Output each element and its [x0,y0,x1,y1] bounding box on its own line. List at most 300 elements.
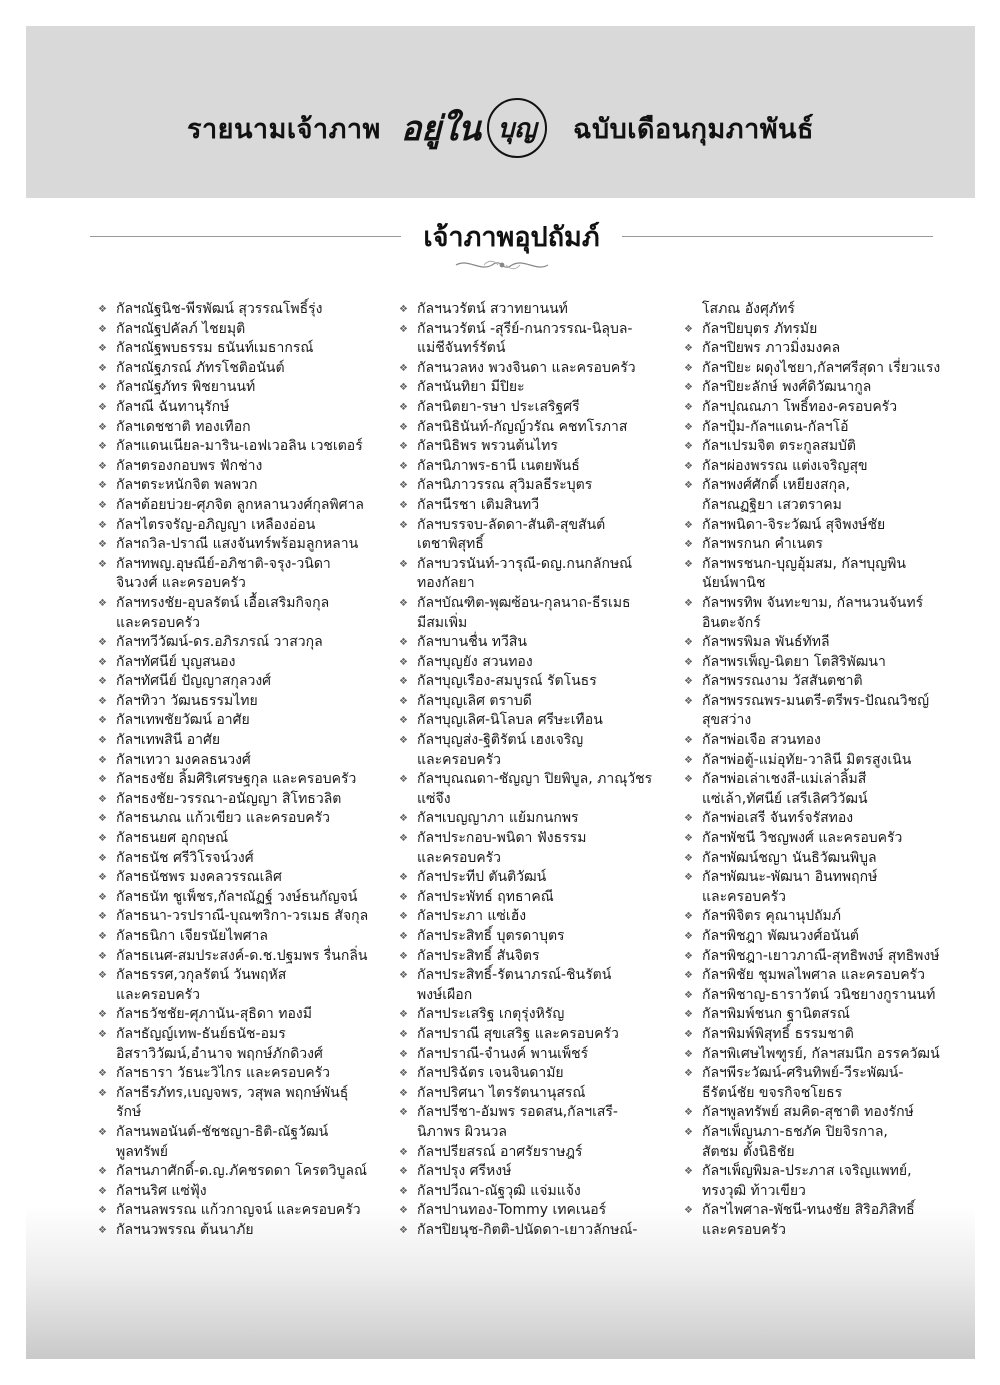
diamond-bullet-icon: ❖ [98,872,107,884]
diamond-bullet-icon: ❖ [98,1166,107,1178]
donor-name: แซ่จึง [417,790,451,807]
diamond-bullet-icon: ❖ [399,1205,408,1217]
donor-entry-continuation [680,300,975,320]
donor-entry [395,947,695,967]
diamond-bullet-icon: ❖ [98,911,107,923]
diamond-bullet-icon: ❖ [684,754,693,766]
donor-name: นัยน์พานิช [702,575,766,592]
donor-name: กัลฯธรรศ,วกุลรัตน์ วันพฤหัส [116,967,287,984]
donor-name: กัลฯณฏฐิยา เสวตราคม [702,496,842,513]
donor-entry [94,907,394,927]
diamond-bullet-icon: ❖ [98,1185,107,1197]
donor-entry [680,868,975,888]
donor-entry-continuation [680,1182,975,1202]
donor-name: กัลฯธนา-วรปราณี-บุณฑริกา-วรเมธ สัจกุล [116,908,369,925]
diamond-bullet-icon: ❖ [684,460,693,472]
diamond-bullet-icon: ❖ [684,519,693,531]
donor-entry [94,1201,394,1221]
diamond-bullet-icon: ❖ [98,519,107,531]
donor-entry [94,359,394,379]
donor-name: กัลฯพ่อเล่าเชงสี-แม่เล่าลิ้มสี [702,771,867,788]
donor-entry [680,1045,975,1065]
diamond-bullet-icon: ❖ [399,637,408,649]
donor-entry [395,731,695,751]
donor-name: กัลฯณัฐนิช-พีรพัฒน์ สุวรรณโพธิ์รุ่ง [116,301,323,317]
donor-entry [94,711,394,731]
diamond-bullet-icon: ❖ [399,656,408,668]
header-left-text: รายนามเจ้าภาพ [186,113,381,145]
donor-entry [395,1045,695,1065]
diamond-bullet-icon: ❖ [399,519,408,531]
donor-entry [680,692,975,712]
page-frame [26,26,975,1359]
diamond-bullet-icon: ❖ [684,676,693,688]
diamond-bullet-icon: ❖ [399,891,408,903]
diamond-bullet-icon: ❖ [684,911,693,923]
donor-entry-continuation [94,574,394,594]
donor-name: กัลฯนีรชา เติมสินทวี [417,496,540,513]
donor-entry [680,457,975,477]
donor-name: กัลฯพิเศษไพฑูรย์, กัลฯสมนึก อรรควัฒน์ [702,1045,940,1062]
donor-entry [94,1064,394,1084]
donor-name: กัลฯปริฉัตร เจนจินดามัย [417,1065,564,1082]
donor-name: กัลฯธนภณ แก้วเขียว และครอบครัว [116,810,330,827]
donor-entry-continuation [395,790,695,810]
donor-entry [94,398,394,418]
diamond-bullet-icon: ❖ [684,872,693,884]
diamond-bullet-icon: ❖ [399,382,408,394]
donor-name: กัลฯตระหนักจิต พลพวก [116,477,258,494]
diamond-bullet-icon: ❖ [399,421,408,433]
donor-entry [94,731,394,751]
donor-name: กัลฯบุญส่ง-ฐิติรัตน์ เฮงเจริญ [417,732,584,749]
donor-entry [395,829,695,849]
donor-name: กัลฯปวีณา-ณัฐวุฒิ แจ่มแจ้ง [417,1182,581,1199]
donor-entry-continuation [94,1103,394,1123]
donor-name: แซ่เล้า,ทัศนีย์ เสรีเลิศวิวัฒน์ [702,790,868,807]
donor-name: กัลฯนวรัตน์ สวาทยานนท์ [417,301,568,317]
donor-name: กัลฯประพัทธ์ ฤทธาคณี [417,888,554,905]
diamond-bullet-icon: ❖ [98,1224,107,1236]
donor-name: กัลฯนภาศักดิ์-ด.ญ.ภัคชรดดา โครตวิบูลณ์ [116,1163,367,1180]
donor-name: กัลฯบุญยัง สวนทอง [417,653,533,670]
donor-name: กัลฯทัศนีย์ ปัญญาสกุลวงศ์ [116,673,272,690]
diamond-bullet-icon: ❖ [98,343,107,355]
diamond-bullet-icon: ❖ [98,833,107,845]
diamond-bullet-icon: ❖ [98,539,107,551]
donor-entry-continuation [680,1084,975,1104]
section-title: เจ้าภาพอุปถัมภ์ [423,221,600,253]
diamond-bullet-icon: ❖ [399,499,408,511]
donor-entry-continuation [680,1221,975,1241]
donor-name: กัลฯเพ็ญพิมล-ประภาส เจริญแพทย์, [702,1163,912,1180]
diamond-bullet-icon: ❖ [98,304,107,315]
donor-name: กัลฯทพญ.อุษณีย์-อภิชาติ-จรุง-วนิดา [116,555,331,572]
donor-name: กัลฯณี ฉันทานุรักษ์ [116,398,230,415]
diamond-bullet-icon: ❖ [98,421,107,433]
donor-name: กัลฯณัฐภรณ์ ภัทรโชติอนันต์ [116,359,285,376]
diamond-bullet-icon: ❖ [399,1028,408,1040]
diamond-bullet-icon: ❖ [98,931,107,942]
donor-entry [680,359,975,379]
donor-entry [94,868,394,888]
donor-entry [94,418,394,438]
donor-name: กัลฯบุญเรือง-สมบูรณ์ รัตโนธร [417,673,597,690]
donor-name: กัลฯพรชนก-บุญอุ้มสม, กัลฯบุญพิน [702,555,906,572]
diamond-bullet-icon: ❖ [684,931,693,942]
donor-name: สุขสว่าง [702,712,752,729]
donor-entry [395,770,695,790]
header-banner [26,26,975,198]
donor-entry [94,1221,394,1241]
donor-name: กัลฯปิยบุตร ภัทรมัย [702,320,818,337]
donor-name: กัลฯทัศนีย์ บุญสนอง [116,653,236,670]
diamond-bullet-icon: ❖ [98,715,107,727]
donor-entry [680,594,975,614]
diamond-bullet-icon: ❖ [98,401,107,413]
diamond-bullet-icon: ❖ [399,735,408,747]
donor-entry [395,476,695,496]
donor-name: กัลฯนลพรรณ แก้วกาญจน์ และครอบครัว [116,1202,361,1219]
diamond-bullet-icon: ❖ [399,1068,408,1080]
donor-entry [395,907,695,927]
donor-entry [680,927,975,947]
donor-name: กัลฯทวีวัฒน์-ดร.อภิรภรณ์ วาสวกุล [116,634,323,651]
diamond-bullet-icon: ❖ [98,460,107,472]
donor-list-column-1 [94,300,394,1241]
donor-entry [680,809,975,829]
donor-entry [680,947,975,967]
donor-name: กัลฯปิยนุช-กิตติ-ปนัดดา-เยาวลักษณ์- [417,1221,638,1238]
donor-name: กัลฯธเนศ-สมประสงค์-ด.ช.ปฐมพร รื่นกลิ่น [116,947,368,964]
donor-entry [395,653,695,673]
donor-entry [94,947,394,967]
donor-entry-continuation [680,574,975,594]
donor-name: และครอบครัว [417,849,502,866]
diamond-bullet-icon: ❖ [98,970,107,982]
donor-name: กัลฯธารา วัธนะวิไกร และครอบครัว [116,1065,331,1082]
diamond-bullet-icon: ❖ [399,1048,408,1060]
donor-entry [94,1162,394,1182]
donor-entry-continuation [94,1045,394,1065]
donor-name: กัลฯธวัชชัย-ศุภานัน-สุธิดา ทองมี [116,1006,312,1023]
diamond-bullet-icon: ❖ [98,891,107,903]
donor-entry [395,888,695,908]
donor-entry [94,555,394,575]
diamond-bullet-icon: ❖ [684,970,693,982]
donor-entry-continuation [680,711,975,731]
donor-name: กัลฯณัฐภัทร พิชยานนท์ [116,379,256,396]
diamond-bullet-icon: ❖ [399,911,408,923]
donor-entry [680,1103,975,1123]
donor-entry [680,535,975,555]
diamond-bullet-icon: ❖ [399,1185,408,1197]
donor-entry [395,1201,695,1221]
donor-name: กัลฯนันทิยา มีปิยะ [417,379,525,396]
donor-entry [395,359,695,379]
donor-name: และครอบครัว [702,888,787,905]
donor-name: กัลฯเดชชาติ ทองเทือก [116,418,251,435]
donor-name: กัลฯนิตยา-รษา ประเสริฐศรี [417,398,580,415]
diamond-bullet-icon: ❖ [98,774,107,786]
donor-entry [680,731,975,751]
donor-entry-continuation [395,1123,695,1143]
donor-name: กัลฯบุญเลิศ-นิโลบล ศรีษะเทือน [417,712,603,729]
diamond-bullet-icon: ❖ [98,813,107,825]
donor-entry-continuation [395,339,695,359]
donor-name: กัลฯบุญเลิศ ตราบดี [417,692,532,709]
diamond-bullet-icon: ❖ [684,1205,693,1217]
diamond-bullet-icon: ❖ [98,1087,107,1099]
donor-name: กัลฯไพศาล-พัชนี-ทนงชัย สิริอภิสิทธิ์ [702,1202,915,1219]
donor-name: กัลฯแดนเนียล-มาริน-เอฟเวอลิน เวชเตอร์ [116,438,363,455]
donor-entry [395,1182,695,1202]
donor-list-column-3 [680,300,975,1241]
diamond-bullet-icon: ❖ [98,323,107,335]
diamond-bullet-icon: ❖ [684,774,693,786]
donor-name: กัลฯพิชฎา พัฒนวงศ์อนันต์ [702,928,860,944]
donor-name: กัลฯผ่องพรรณ แต่งเจริญสุข [702,457,868,474]
donor-entry [680,418,975,438]
donor-entry-continuation [395,574,695,594]
donor-name: กัลฯพิชาญ-ธาราวัตน์ วนิชยางกูรานนท์ [702,986,936,1003]
donor-entry [94,849,394,869]
donor-entry-continuation [395,986,695,1006]
diamond-bullet-icon: ❖ [684,323,693,335]
header-row [26,98,975,158]
diamond-bullet-icon: ❖ [684,539,693,551]
donor-name: และครอบครัว [116,986,201,1003]
donor-entry-continuation [94,1143,394,1163]
donor-name: ทองกัลยา [417,575,475,592]
donor-name: กัลฯปิยะ ผดุงไชยา,กัลฯศรีสุดา เรี่ยวแรง [702,359,941,376]
diamond-bullet-icon: ❖ [98,441,107,453]
donor-name: กัลฯนิภาวรรณ สุวิมลธีระบุตร [417,477,593,494]
diamond-bullet-icon: ❖ [98,1126,107,1138]
diamond-bullet-icon: ❖ [98,735,107,747]
donor-name: กัลฯธนัท ชูเพ็ชร,กัลฯณัฏฐ์ วงษ์ธนกัญจน์ [116,888,358,905]
donor-name: กัลฯปราณี-จำนงค์ พานเพ็ชร์ [417,1045,589,1062]
diamond-bullet-icon: ❖ [684,852,693,864]
donor-entry [680,476,975,496]
donor-name: นิภาพร ผิวนวล [417,1123,507,1140]
donor-entry [94,339,394,359]
diamond-bullet-icon: ❖ [399,1009,408,1021]
diamond-bullet-icon: ❖ [684,637,693,649]
donor-entry [680,849,975,869]
donor-entry [94,633,394,653]
diamond-bullet-icon: ❖ [684,695,693,707]
donor-entry [94,927,394,947]
diamond-bullet-icon: ❖ [684,833,693,845]
diamond-bullet-icon: ❖ [684,558,693,570]
donor-name: กัลฯประสิทธิ์ สันจิตร [417,947,540,964]
diamond-bullet-icon: ❖ [399,715,408,727]
donor-entry [94,516,394,536]
diamond-bullet-icon: ❖ [399,1224,408,1236]
diamond-bullet-icon: ❖ [98,382,107,394]
donor-entry [94,790,394,810]
diamond-bullet-icon: ❖ [399,323,408,335]
donor-entry [680,751,975,771]
donor-name: กัลฯปรุง ศรีหงษ์ [417,1163,512,1180]
donor-entry [395,516,695,536]
logo-word: อยู่ใน [400,109,482,149]
donor-entry [94,966,394,986]
donor-name: อินตะจักร์ [702,614,761,631]
diamond-bullet-icon: ❖ [684,343,693,355]
donor-entry [395,633,695,653]
donor-entry [680,1162,975,1182]
donor-name: กัลฯบรรจบ-ลัดดา-สันติ-สุขสันต์ [417,516,606,533]
donor-entry [395,594,695,614]
donor-name: กัลฯพนิดา-จิระวัฒน์ สุจิพงษ์ชัย [702,516,886,533]
donor-name: กัลฯปุณณภา โพธิ์ทอง-ครอบครัว [702,398,898,415]
diamond-bullet-icon: ❖ [684,950,693,962]
donor-name: แม่ชีจันทร์รัตน์ [417,340,506,357]
donor-name: กัลฯทรงชัย-อุบลรัตน์ เอื้อเสริมกิจกุล [116,594,330,611]
donor-entry [395,1103,695,1123]
donor-name: กัลฯบานชื่น ทวีสิน [417,634,527,651]
donor-entry [680,907,975,927]
donor-name: กัลฯเทวา มงคลธนวงศ์ [116,751,251,768]
diamond-bullet-icon: ❖ [399,441,408,453]
donor-entry [395,398,695,418]
diamond-bullet-icon: ❖ [399,833,408,845]
donor-entry [680,339,975,359]
flourish-ornament-icon [454,256,550,274]
donor-entry [680,1123,975,1143]
donor-name: กัลฯตรองกอบพร ฟักช่าง [116,457,263,474]
diamond-bullet-icon: ❖ [684,597,693,609]
diamond-bullet-icon: ❖ [399,1146,408,1158]
donor-entry [680,770,975,790]
donor-entry [395,868,695,888]
donor-name: สัตชม ตั้งนิธิชัย [702,1143,795,1160]
donor-name: กัลฯธัญญ์เทพ-ธันย์ธนัช-อมร [116,1025,286,1042]
donor-entry [94,437,394,457]
donor-entry [680,437,975,457]
donor-entry [395,437,695,457]
diamond-bullet-icon: ❖ [399,362,408,374]
heading-rule-left [90,236,401,237]
diamond-bullet-icon: ❖ [399,304,408,315]
diamond-bullet-icon: ❖ [399,1107,408,1119]
donor-entry [395,1064,695,1084]
header-issue-text: ฉบับเดือนกุมภาพันธ์ [573,113,814,145]
donor-entry [680,555,975,575]
donor-name: โสภณ อังศุภัทร์ [702,301,795,317]
donor-name: กัลฯพิมพ์ชนก ฐานิตสรณ์ [702,1006,850,1023]
donor-name: กัลฯธนัชพร มงคลวรรณเลิศ [116,869,282,886]
donor-name: กัลฯธนัช ศรีวิโรจน์วงศ์ [116,849,254,866]
diamond-bullet-icon: ❖ [98,637,107,649]
donor-entry [395,1221,695,1241]
donor-name: กัลฯณัฐพบธรรม ธนันท์เมธากรณ์ [116,340,314,357]
donor-name: กัลฯพ่อตู้-แม่อุทัย-วาลินี มิตรสูงเนิน [702,751,912,768]
diamond-bullet-icon: ❖ [684,1009,693,1021]
donor-entry [395,555,695,575]
donor-entry [680,398,975,418]
donor-entry [94,653,394,673]
donor-entry-continuation [680,496,975,516]
donor-name: กัลฯพิมพ์พิสุทธิ์ ธรรมชาติ [702,1025,854,1042]
donor-name: กัลฯนพอนันต์-ชัชชญา-ธิติ-ณัฐวัฒน์ [116,1123,329,1140]
section-heading [90,216,933,256]
donor-entry-continuation [395,751,695,771]
donor-name: กัลฯถวิล-ปราณี แสงจันทร์พร้อมลูกหลาน [116,536,359,553]
donor-name: อิสราวิวัฒน์,อำนาจ พฤกษ์ภักดิวงศ์ [116,1045,323,1062]
donor-entry-continuation [395,849,695,869]
donor-name: กัลฯเพ็ญนภา-ธชภัค ปิยจิรกาล, [702,1123,888,1140]
donor-entry [94,829,394,849]
diamond-bullet-icon: ❖ [684,735,693,747]
donor-name: กัลฯพรกนก คำเนตร [702,536,823,553]
donor-name: กัลฯปุ้ม-กัลฯแดน-กัลฯโอ้ [702,418,849,435]
diamond-bullet-icon: ❖ [98,793,107,805]
diamond-bullet-icon: ❖ [399,597,408,609]
diamond-bullet-icon: ❖ [98,950,107,962]
diamond-bullet-icon: ❖ [684,441,693,453]
donor-name: กัลฯประกอบ-พนิดา ฟังธรรม [417,830,587,847]
diamond-bullet-icon: ❖ [684,1107,693,1119]
donor-name: กัลฯนริศ แซ่ฟุ้ง [116,1182,207,1199]
donor-name: กัลฯปิยะลักษ์ พงศ์ดิวัฒนากูล [702,379,872,396]
donor-name: กัลฯปรีชา-อัมพร รอดสน,กัลฯเสรี- [417,1104,618,1121]
donor-name: กัลฯปริศนา ไตรรัตนานุสรณ์ [417,1084,586,1101]
diamond-bullet-icon: ❖ [684,1028,693,1040]
donor-name: กัลฯนิธิพร พรวนต้นไทร [417,438,558,455]
diamond-bullet-icon: ❖ [399,1087,408,1099]
diamond-bullet-icon: ❖ [684,382,693,394]
donor-entry [680,633,975,653]
diamond-bullet-icon: ❖ [399,813,408,825]
donor-name: กัลฯพ่อเจือ สวนทอง [702,732,821,749]
donor-name: กัลฯธงชัย-วรรณา-อนัญญา สิโทธวลิต [116,790,342,807]
donor-name: กัลฯพรพิมล พันธ์ทัทลี [702,634,830,651]
donor-name: กัลฯนิภาพร-ธานี เนตยพันธ์ [417,457,580,474]
donor-name: กัลฯบัณฑิต-พุฒซ้อน-กุลนาถ-ธีรเมธ [417,594,631,611]
donor-entry-continuation [680,1143,975,1163]
donor-entry [395,692,695,712]
logo-circle-emblem: บุญ [487,98,547,158]
donor-name: พงษ์เผือก [417,986,473,1003]
diamond-bullet-icon: ❖ [399,950,408,962]
donor-entry [680,1201,975,1221]
donor-entry [395,300,695,320]
donor-entry [395,1025,695,1045]
donor-name: กัลฯปราณี สุขเสริฐ และครอบครัว [417,1025,619,1042]
donor-name: กัลฯพิชัย ชุมพลไพศาล และครอบครัว [702,967,925,984]
donor-entry [94,888,394,908]
donor-entry [94,457,394,477]
donor-name: กัลฯพัฒนะ-พัฒนา อินทพฤกษ์ [702,869,878,886]
diamond-bullet-icon: ❖ [684,656,693,668]
diamond-bullet-icon: ❖ [98,1009,107,1021]
donor-name: กัลฯพ่อเสรี จันทร์จรัสทอง [702,810,854,827]
donor-name: กัลฯต้อยบ่วย-ศุภจิต ลูกหลานวงศ์กุลพิศาล [116,496,364,513]
donor-entry [395,927,695,947]
diamond-bullet-icon: ❖ [98,597,107,609]
diamond-bullet-icon: ❖ [98,1068,107,1080]
donor-entry [680,378,975,398]
donor-name: กัลฯบุณณดา-ชัญญา ปิยพิบูล, ภาณุวัชร [417,771,653,788]
diamond-bullet-icon: ❖ [684,813,693,825]
donor-name: กัลฯณัฐปคัลภ์ ไชยมุติ [116,320,246,337]
donor-name: กัลฯปรียสรณ์ อาศรัยราษฎร์ [417,1143,583,1160]
donor-entry [94,1182,394,1202]
donor-entry [680,1064,975,1084]
